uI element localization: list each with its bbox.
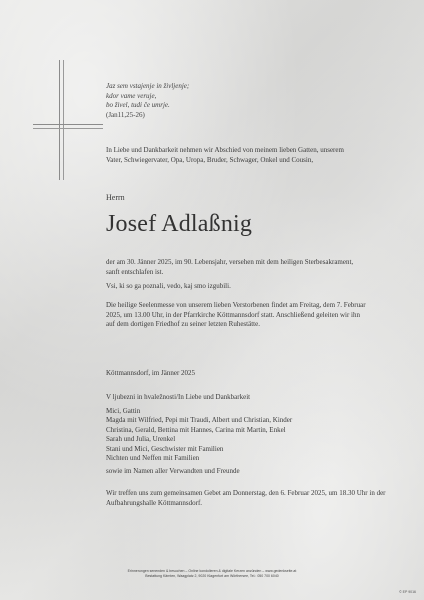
footer [0,569,424,579]
cross-icon [33,60,103,180]
intro-text: In Liebe und Dankbarkeit nehmen wir Abschied von meinem lieben Gatten, unserem Vater, Schwiegervater, Opa, Uropa, Bruder, Schwager, Onkel und Cousin, [106,146,344,164]
death-notice: der am 30. Jänner 2025, im 90. Lebensjahr, versehen mit dem heiligen Sterbesakrament, sanft entschlafen ist. [106,258,354,276]
slovene-line: Vsi, ki so ga poznali, vedo, kaj smo izgubili. [106,282,231,290]
verse-line: Jaz sem vstajenje in življenje; [106,82,190,90]
family-line: Stani und Mici, Geschwister mit Familien [106,444,224,453]
verse-line: kdor vame veruje, [106,91,157,100]
family-heading: V ljubezni in hvaležnosti/In Liebe und Dankbarkeit [106,393,251,401]
family-line: Christina, Gerald, Bettina mit Hannes, Carina mit Martin, Enkel [106,425,286,434]
footer-line: Erinnerungen senenden & besuchen – Online kondolieren & digitale Kerzen anzünden – www.gedenkseite.at [127,569,297,573]
salutation: Herrn [106,193,125,202]
verse-line: bo živel, tudi če umrje. [106,101,170,109]
copyright: © EP 9016 [399,590,416,594]
deceased-name: Josef Adlaßnig [106,211,253,237]
family-closing: sowie im Namen aller Verwandten und Freunde [106,466,240,475]
family-line: Mici, Gattin [106,406,141,415]
prayer-invitation: Wir treffen uns zum gemeinsamen Gebet am Donnerstag, den 6. Februar 2025, um 18.30 Uhr in der Aufbahrungshalle Köttmannsdorf. [106,489,386,507]
family-line: Nichten und Neffen mit Familien [106,454,200,462]
family-list [106,393,406,476]
place-date: Köttmannsdorf, im Jänner 2025 [106,369,196,377]
family-line: Magda mit Wilfried, Pepi mit Traudi, Albert und Christian, Kinder [106,416,293,424]
verse-reference: (Jan11,25-26) [106,110,145,119]
family-line: Sarah und Julia, Urenkel [106,435,176,443]
funeral-mass-text: Die heilige Seelenmesse von unserem lieben Verstorbenen findet am Freitag, dem 7. Februar 2025, um 13.00 Uhr, in der Pfarrkirche Köttmannsdorf statt. Anschließend geleiten wir ihn auf dem dortigen Friedhof zu seiner letzten Ruhestätte. [106,301,366,328]
footer-line: Bestattung Kärnten, Waagplatz 2, 9020 Klagenfurt am Wörthersee, Tel.: 050 700 6040 [145,574,279,578]
bible-verse [106,82,189,120]
